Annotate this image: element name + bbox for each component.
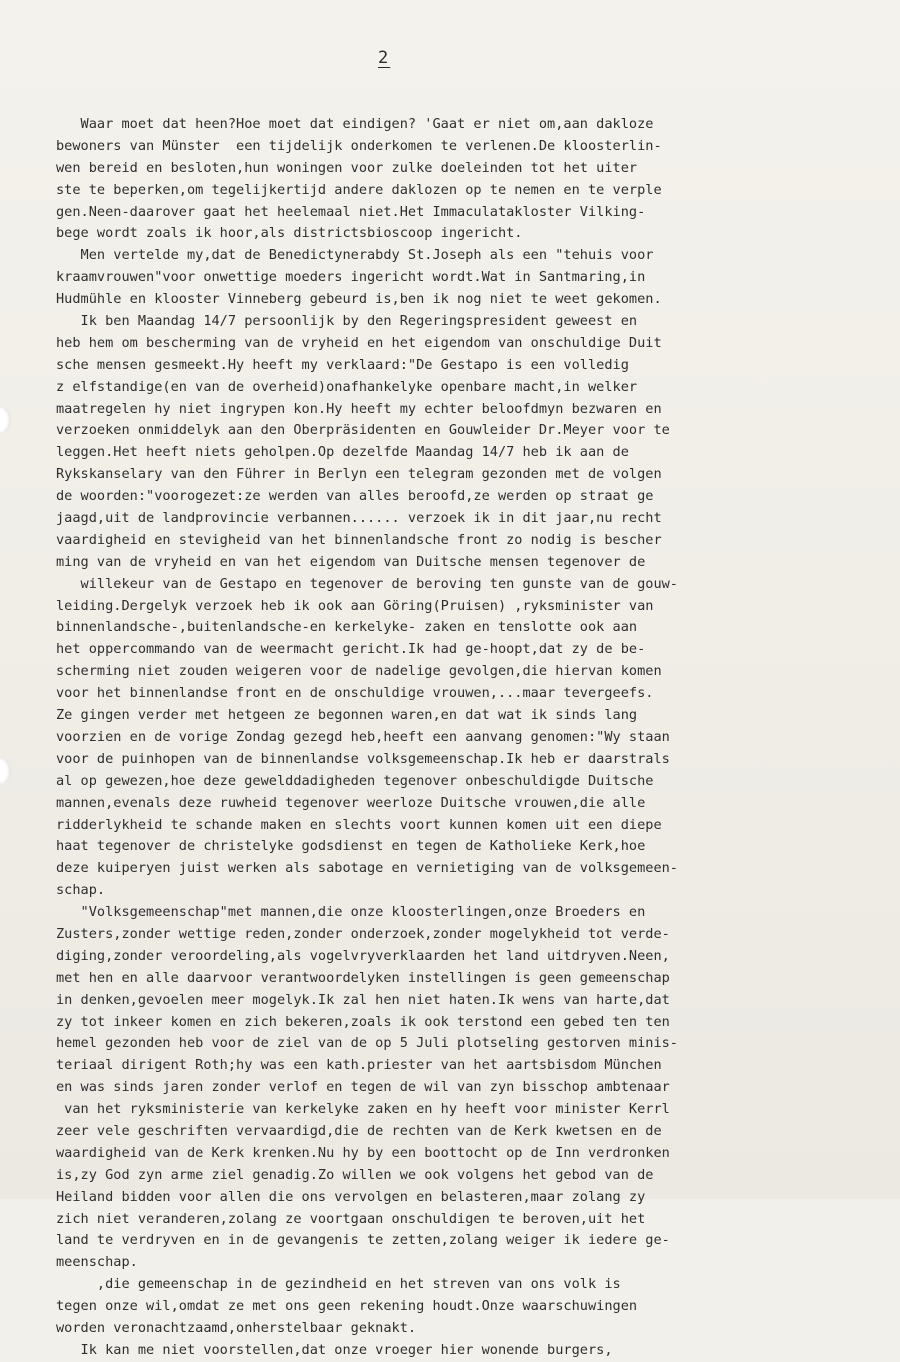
text-line: het oppercommando van de weermacht gericht.Ik had ge-hoopt,dat zy de be- (56, 641, 646, 658)
text-line: ming van de vryheid en van het eigendom van Duitsche mensen tegenover de (56, 553, 646, 570)
text-line: diging,zonder veroordeling,als vogelvryverklaarden het land uitdryven.Neen, (56, 947, 670, 964)
text-line: gen.Neen-daarover gaat het heelemaal niet.Het Immaculatakloster Vilking- (56, 203, 646, 220)
text-line: Ik kan me niet voorstellen,dat onze vroeger hier wonende burgers, (56, 1341, 613, 1358)
text-line: met hen en alle daarvoor verantwoordelyken instellingen is geen gemeenschap (56, 969, 670, 986)
text-line: heb hem om bescherming van de vryheid en het eigendom van onschuldige Duit (56, 334, 662, 351)
text-line: ,die gemeenschap in de gezindheid en het streven van ons volk is (56, 1276, 621, 1293)
punch-hole (0, 758, 11, 784)
text-line: en was sinds jaren zonder verlof en tegen de wil van zyn bisschop ambtenaar (56, 1079, 670, 1096)
page-number: 2 (378, 48, 391, 68)
text-line: schap. (56, 882, 106, 899)
text-line: voorzien en de vorige Zondag gezegd heb,heeft een aanvang genomen:"Wy staan (56, 728, 670, 745)
text-line: Zusters,zonder wettige reden,zonder onderzoek,zonder mogelykheid tot verde- (56, 925, 670, 942)
text-line: Waar moet dat heen?Hoe moet dat eindigen? 'Gaat er niet om,aan dakloze (56, 116, 654, 132)
text-line: meenschap. (56, 1254, 138, 1271)
text-line: vaardigheid en stevigheid van het binnenlandsche front zo nodig is bescher (56, 531, 662, 548)
text-line: al op gewezen,hoe deze gewelddadigheden tegenover onbeschuldigde Duitsche (56, 772, 654, 789)
text-line: bewoners van Münster een tijdelijk onderkomen te verlenen.De kloosterlin- (56, 137, 662, 154)
text-line: mannen,evenals deze ruwheid tegenover weerloze Duitsche vrouwen,die alle (56, 794, 646, 811)
text-line: Hudmühle en klooster Vinneberg gebeurd is,ben ik nog niet te weet gekomen. (56, 291, 662, 308)
text-line: hemel gezonden heb voor de ziel van de op 5 Juli plotseling gestorven minis- (56, 1035, 678, 1052)
text-line: voor het binnenlandse front en de onschuldige vrouwen,...maar tevergeefs. (56, 685, 654, 702)
text-line: jaagd,uit de landprovincie verbannen...... verzoek ik in dit jaar,nu recht (56, 510, 662, 527)
text-line: deze kuiperyen juist werken als sabotage en vernietiging van de volksgemeen- (56, 860, 678, 877)
text-line: willekeur van de Gestapo en tegenover de beroving ten gunste van de gouw- (56, 575, 678, 592)
text-line: "Volksgemeenschap"met mannen,die onze kloosterlingen,onze Broeders en (56, 904, 646, 921)
text-line: land te verdryven en in de gevangenis te zetten,zolang weiger ik iedere ge- (56, 1232, 670, 1249)
text-line: worden veronachtzaamd,onherstelbaar geknakt. (56, 1319, 417, 1336)
text-line: zy tot inkeer komen en zich bekeren,zoals ik ook terstond een gebed ten ten (56, 1013, 670, 1030)
text-line: Rykskanselary van den Führer in Berlyn een telegram gezonden met de volgen (56, 466, 662, 483)
text-line: binnenlandsche-,buitenlandsche-en kerkelyke- zaken en tenslotte ook aan (56, 619, 638, 636)
text-line: kraamvrouwen"voor onwettige moeders ingericht wordt.Wat in Santmaring,in (56, 269, 646, 286)
text-line: sche mensen gesmeekt.Hy heeft my verklaard:"De Gestapo is een volledig (56, 356, 629, 373)
text-line: scherming niet zouden weigeren voor de nadelige gevolgen,die hiervan komen (56, 663, 662, 680)
text-line: ridderlykheid te schande maken en slechts voort kunnen komen uit een diepe (56, 816, 662, 833)
text-line: voor de puinhopen van de binnenlandse volksgemeenschap.Ik heb er daarstrals (56, 750, 670, 767)
text-line: van het ryksministerie van kerkelyke zaken en hy heeft voor minister Kerrl (56, 1101, 670, 1118)
text-line: zeer vele geschriften vervaardigd,die de rechten van de Kerk kwetsen en de (56, 1122, 662, 1139)
letter-body (56, 114, 876, 1362)
text-line: leggen.Het heeft niets geholpen.Op dezelfde Maandag 14/7 heb ik aan de (56, 444, 629, 461)
text-line: Heiland bidden voor allen die ons vervolgen en belasteren,maar zolang zy (56, 1188, 646, 1205)
text-line: maatregelen hy niet ingrypen kon.Hy heeft my echter beloofdmyn bezwaren en (56, 400, 662, 417)
text-line: leiding.Dergelyk verzoek heb ik ook aan Göring(Pruisen) ,ryksminister van (56, 597, 654, 614)
punch-hole (0, 407, 11, 433)
text-line: bege wordt zoals ik hoor,als districtsbioscoop ingericht. (56, 225, 523, 242)
text-line: teriaal dirigent Roth;hy was een kath.priester van het aartsbisdom München (56, 1057, 662, 1074)
text-line: in denken,gevoelen meer mogelyk.Ik zal hen niet haten.Ik wens van harte,dat (56, 991, 670, 1008)
text-line: ste te beperken,om tegelijkertijd andere daklozen op te nemen en te verple (56, 181, 662, 198)
text-line: is,zy God zyn arme ziel genadig.Zo willen we ook volgens het gebod van de (56, 1166, 654, 1183)
text-line: tegen onze wil,omdat ze met ons geen rekening houdt.Onze waarschuwingen (56, 1298, 638, 1315)
text-line: verzoeken onmiddelyk aan den Oberpräsidenten en Gouwleider Dr.Meyer voor te (56, 422, 670, 439)
text-line: Ik ben Maandag 14/7 persoonlijk by den Regeringspresident geweest en (56, 313, 638, 330)
text-line: Men vertelde my,dat de Benedictynerabdy St.Joseph als een "tehuis voor (56, 247, 654, 264)
text-line: z elfstandige(en van de overheid)onafhankelyke openbare macht,in welker (56, 378, 638, 395)
text-line: zich niet veranderen,zolang ze voortgaan onschuldigen te beroven,uit het (56, 1210, 646, 1227)
text-line: waardigheid van de Kerk krenken.Nu hy by een boottocht op de Inn verdronken (56, 1144, 670, 1161)
text-line: wen bereid en besloten,hun woningen voor zulke doeleinden tot het uiter (56, 159, 638, 176)
text-line: haat tegenover de christelyke godsdienst en tegen de Katholieke Kerk,hoe (56, 838, 646, 855)
text-line: Ze gingen verder met hetgeen ze begonnen waren,en dat wat ik sinds lang (56, 707, 638, 724)
text-line: de woorden:"voorogezet:ze werden van alles beroofd,ze werden op straat ge (56, 488, 654, 505)
